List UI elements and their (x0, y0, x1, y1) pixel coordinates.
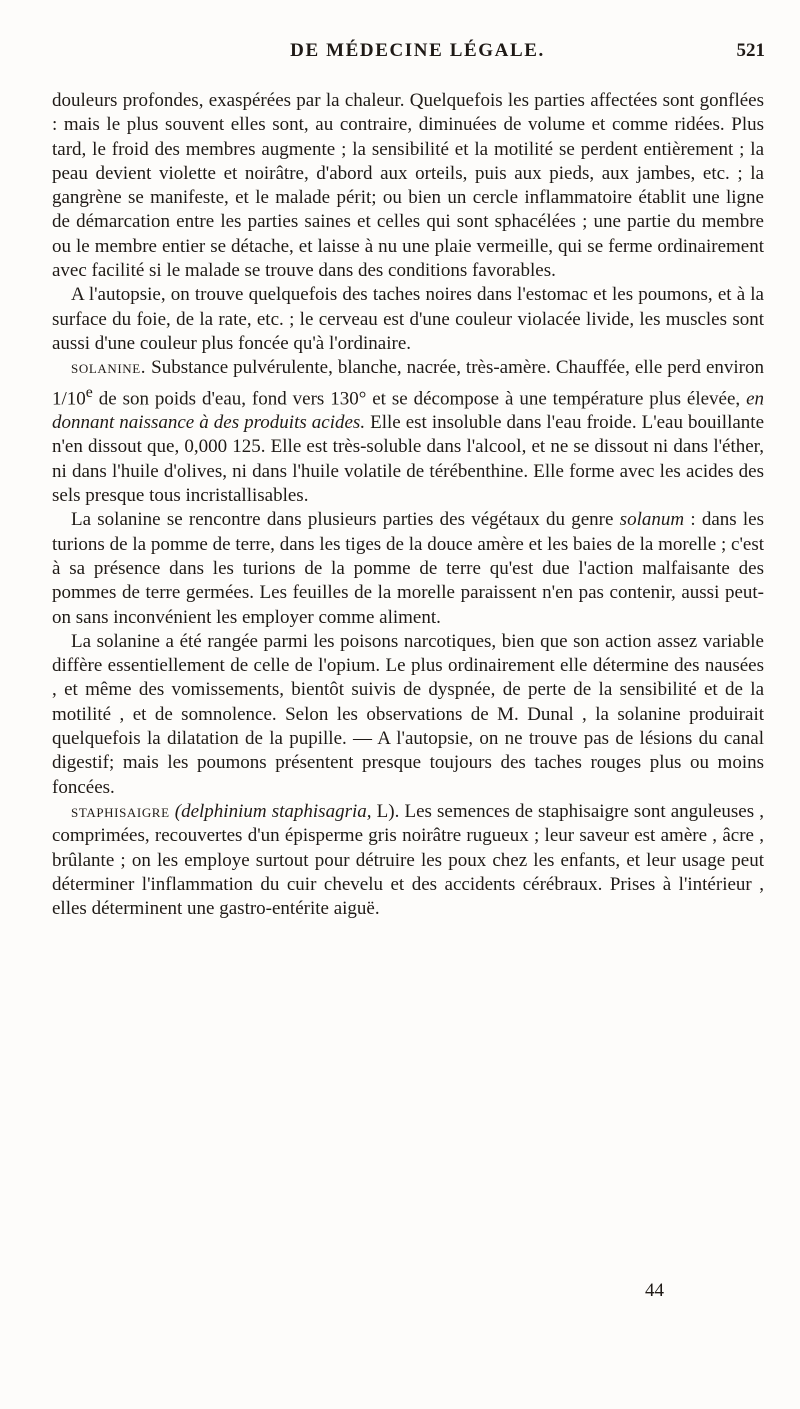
paragraph-autopsy: A l'autopsie, on trouve quelquefois des taches noires dans l'estomac et les poumons, et à la surface du foie, de la rate, etc. ; le cerveau est d'une couleur violacée livide, les muscles sont aussi d'une couleur plus foncée qu'à l'ordinaire. (52, 284, 764, 354)
page-number: 521 (736, 40, 765, 61)
solanine-text-b: de son poids d'eau, fond vers 130° et se décompose à une température plus élevée, (92, 387, 747, 409)
page-header (40, 40, 765, 80)
paragraph-solanine-properties (52, 356, 764, 508)
paragraph-staphisaigre (52, 800, 764, 921)
sources-text-a: La solanine se rencontre dans plusieurs parties des végétaux du genre (71, 509, 620, 531)
entry-heading-staphisaigre: staphisaigre (71, 800, 170, 822)
sources-text-b: : dans les turions de la pomme de terre, dans les tiges de la douce amère et les baies de la morelle ; c'est à sa présence dans les turions de la pomme de terre qu'est due l'action malfaisante des pommes de terre germées. Les feuilles de la morelle paraissent n'en pas contenir, aussi peut-on sans inconvénient les employer comme aliment. (52, 509, 764, 628)
paragraph-solanine-sources (52, 508, 764, 629)
solanine-text-a: Substance pulvérulente, blanche, nacrée, très-amère. Chauffée, elle perd environ 1/10 (52, 357, 764, 409)
paragraph-solanine-effects: La solanine a été rangée parmi les poisons narcotiques, bien que son action assez variable diffère essentiellement de celle de l'opium. Le plus ordinairement elle détermine des nausées , et même des vomissements, bientôt suivis de dyspnée, de perte de la sensibilité et de la motilité , et de somnolence. Selon les observations de M. Dunal , la solanine produirait quelquefois la dilatation de la pupille. — A l'autopsie, on ne trouve pas de lésions du canal digestif; mais les poumons présentent presque toujours des taches rouges plus ou moins foncées. (52, 630, 764, 798)
paragraph-gangrene-symptoms: douleurs profondes, exaspérées par la chaleur. Quelquefois les parties affectées sont gonflées : mais le plus souvent elles sont, au contraire, diminuées de volume et comme ridées. Plus tard, le froid des membres augmente ; la sensibilité et la motilité se perdent entièrement ; la peau devient violette et noirâtre, d'abord aux orteils, puis aux pieds, aux jambes, etc. ; la gangrène se manifeste, et le malade périt; ou bien un cercle inflammatoire établit une ligne de démarcation entre les parties saines et celles qui sont sphacélées ; une partie du membre ou le membre entier se détache, et laisse à nu une plaie vermeille, qui se ferme ordinairement avec facilité si le malade se trouve dans des conditions favorables. (52, 90, 764, 282)
entry-heading-solanine: solanine. (71, 357, 147, 379)
solanine-italic: en donnant naissance à des produits acides. (52, 387, 764, 434)
running-title: DE MÉDECINE LÉGALE. (290, 40, 545, 61)
solanine-text-c: Elle est insoluble dans l'eau froide. L'eau bouillante n'en dissout que, 0,000 125. Elle est très-soluble dans l'alcool, et ne se dissout ni dans l'éther, ni dans l'huile d'olives, ni dans l'huile volatile de térébenthine. Elle forme avec les acides des sels presque tous incristallisables. (52, 412, 764, 507)
body-text (52, 89, 764, 921)
genus-solanum: solanum (619, 509, 685, 531)
staphisaigre-text: L). Les semences de staphisaigre sont anguleuses , comprimées, recouvertes d'un épisperme gris noirâtre rugueux ; leur saveur est amère , âcre , brûlante ; on les employe surtout pour détruire les poux chez les enfants, et leur usage peut déterminer l'inflammation du cuir chevelu et des accidents cérébraux. Prises à l'intérieur , elles déterminent une gastro-entérite aiguë. (52, 800, 765, 920)
latin-name-staphisaigre: (delphinium staphisagria, (174, 800, 372, 822)
signature-mark: 44 (645, 1280, 664, 1301)
superscript-e: e (85, 383, 93, 401)
